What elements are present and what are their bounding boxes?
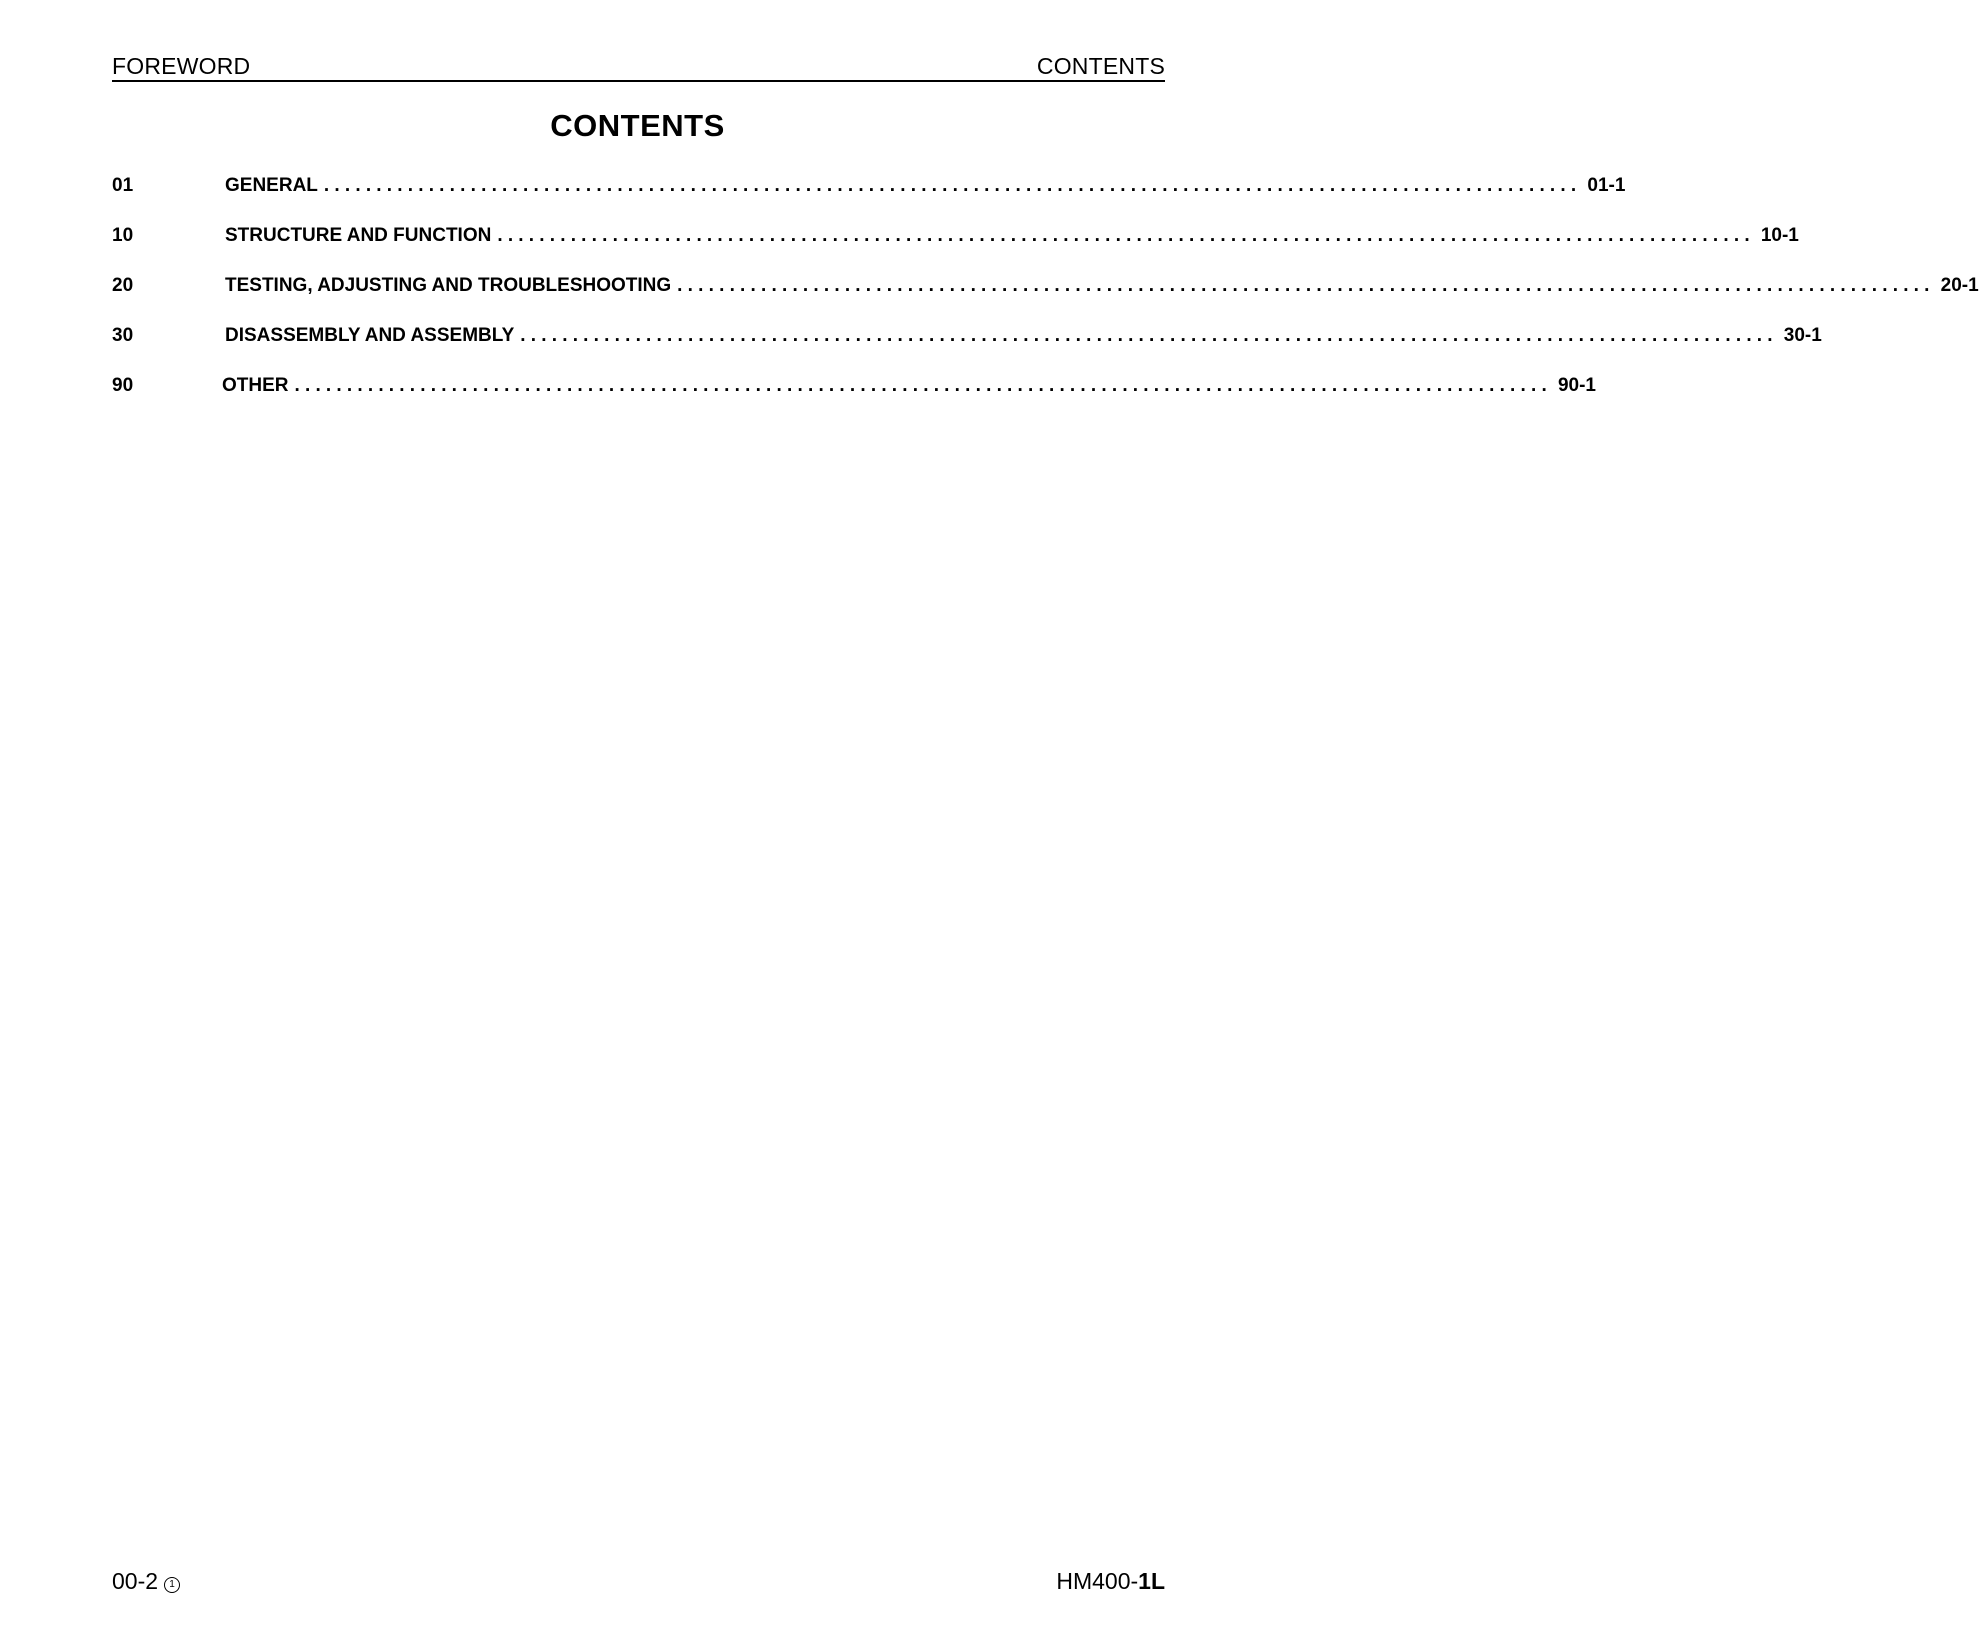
dot-leader: ........................................................................................................................ — [323, 175, 1582, 196]
toc-row-structure-and-function[interactable] — [112, 222, 1799, 272]
toc-title[interactable]: OTHER — [222, 375, 289, 396]
toc-number: 01 — [112, 175, 134, 196]
toc-number: 30 — [112, 325, 134, 346]
toc-row-general[interactable] — [112, 172, 1626, 222]
header-section-label: FOREWORD — [112, 53, 251, 79]
dot-leader: ........................................................................................................................ — [497, 225, 1755, 246]
page-header — [112, 52, 1165, 82]
model-designation — [1056, 1568, 1165, 1594]
toc-page-ref[interactable]: 01-1 — [1587, 175, 1626, 196]
footer-page-info — [112, 1568, 180, 1594]
table-of-contents — [112, 172, 1979, 422]
toc-row-disassembly[interactable] — [112, 322, 1822, 372]
page-title: CONTENTS — [550, 108, 725, 143]
dot-leader: ........................................................................................................................ — [677, 275, 1935, 296]
revision-mark-icon: 1 — [164, 1577, 180, 1593]
toc-number: 20 — [112, 275, 134, 296]
toc-number: 90 — [112, 375, 134, 396]
toc-title[interactable]: GENERAL — [225, 175, 318, 196]
toc-page-ref[interactable]: 90-1 — [1557, 375, 1596, 396]
toc-entry — [222, 374, 1596, 398]
model-prefix: HM400- — [1056, 1568, 1139, 1594]
toc-page-ref[interactable]: 20-1 — [1940, 275, 1979, 296]
toc-row-testing-adjusting[interactable] — [112, 272, 1979, 322]
toc-row-other[interactable] — [112, 372, 1596, 422]
header-chapter-label: CONTENTS — [1036, 53, 1165, 79]
page-number: 00-2 — [112, 1568, 159, 1594]
dot-leader: ........................................................................................................................ — [520, 325, 1778, 346]
toc-title[interactable]: STRUCTURE AND FUNCTION — [225, 225, 492, 246]
page-footer — [112, 1568, 1165, 1598]
toc-title[interactable]: TESTING, ADJUSTING AND TROUBLESHOOTING — [225, 275, 672, 296]
toc-page-ref[interactable]: 10-1 — [1760, 225, 1799, 246]
model-suffix: 1L — [1138, 1568, 1165, 1594]
toc-entry — [225, 224, 1799, 248]
toc-title[interactable]: DISASSEMBLY AND ASSEMBLY — [225, 325, 515, 346]
toc-number: 10 — [112, 225, 134, 246]
toc-entry — [225, 324, 1822, 348]
dot-leader: ........................................................................................................................ — [294, 375, 1552, 396]
toc-entry — [225, 174, 1626, 198]
toc-page-ref[interactable]: 30-1 — [1783, 325, 1822, 346]
toc-entry — [225, 274, 1979, 298]
